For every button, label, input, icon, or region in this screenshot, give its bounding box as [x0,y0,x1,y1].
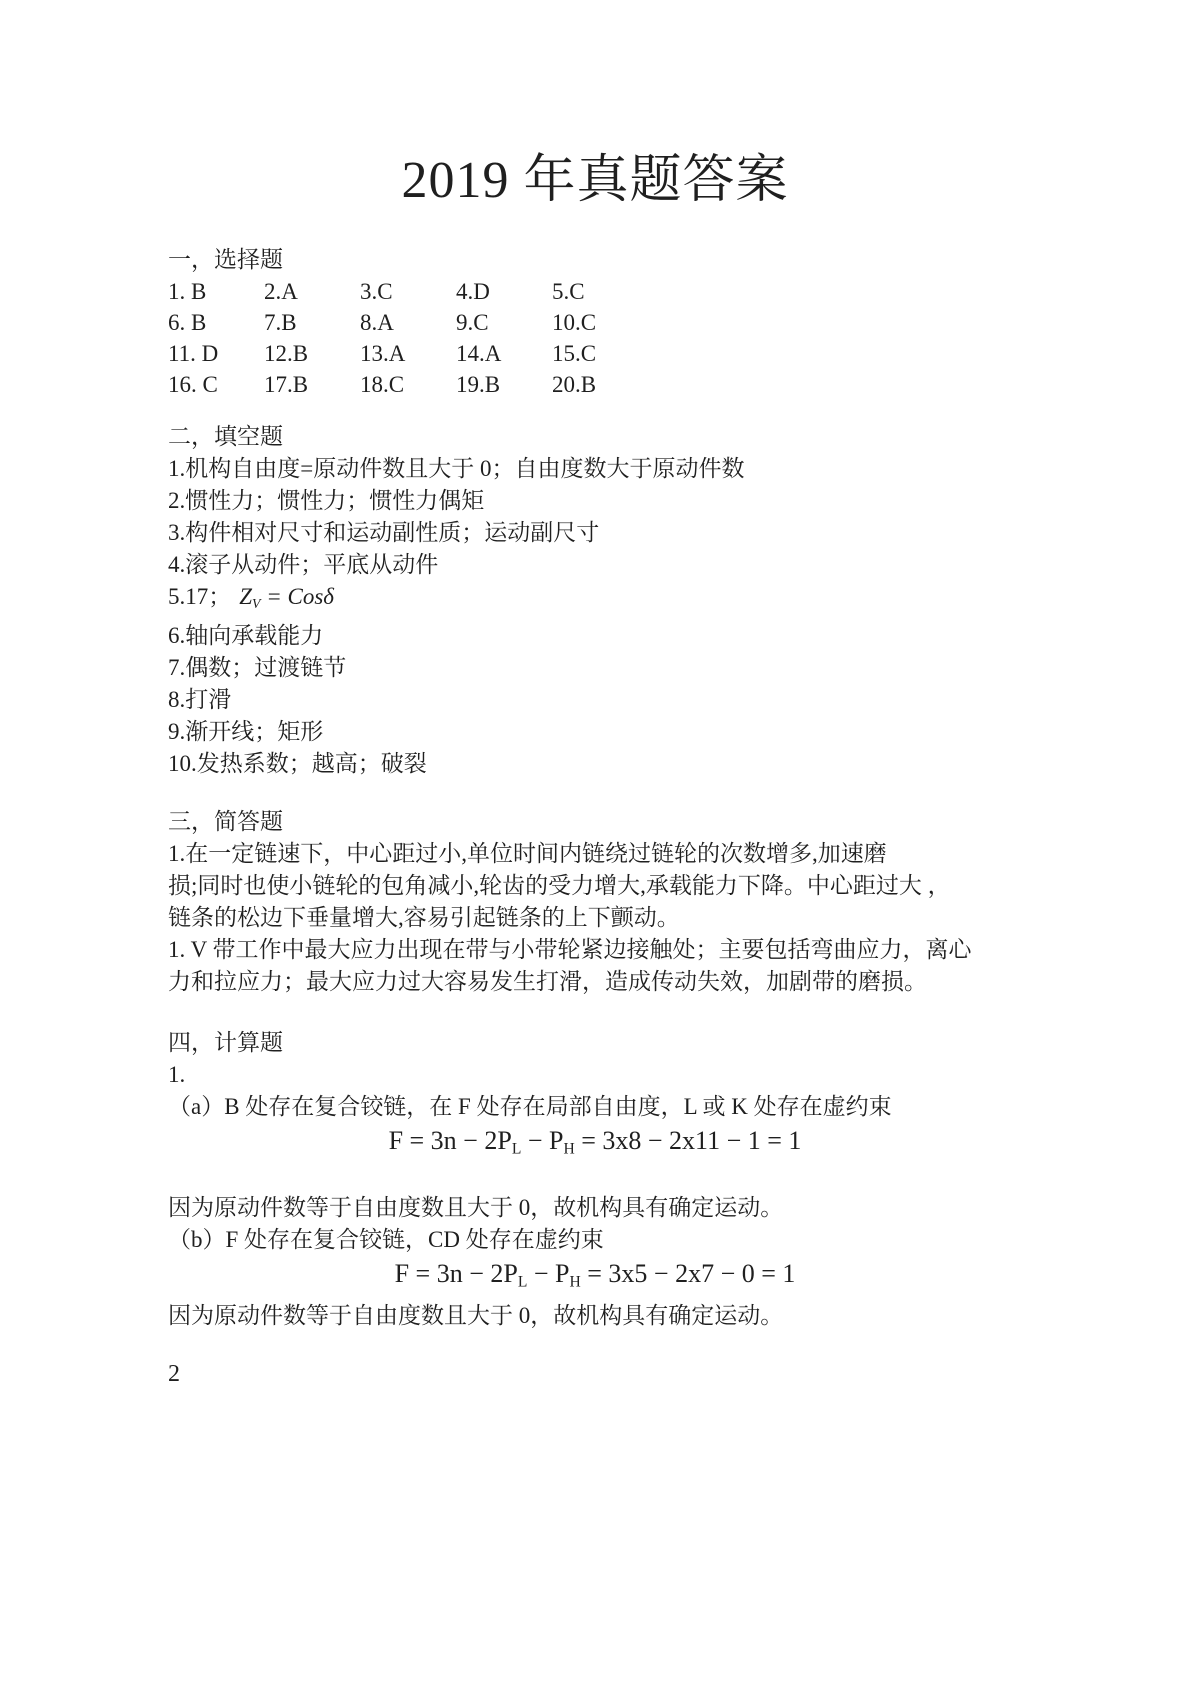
equation-a-subscript: L [511,1140,522,1158]
fill-item-7: 7.偶数；过渡链节 [168,654,347,680]
equation-a-subscript: H [563,1140,575,1158]
answer-item: 5.C [552,279,585,304]
answer-item: 4.D [456,279,490,304]
answer-row-1 [168,276,1022,307]
answer-item: 10.C [552,310,597,335]
equation-b-subscript: L [517,1273,528,1291]
page-content [0,244,1190,1390]
fill-item-5 [168,581,1022,620]
answer-item: 16. C [168,372,218,397]
equation-b-segment: F = 3n − 2P [394,1259,518,1289]
math-subscript: V [252,595,261,611]
short-answer-line: 链条的松边下垂量增大,容易引起链条的上下颤动。 [168,904,680,930]
fill-item-3: 3.构件相对尺寸和运动副性质；运动副尺寸 [168,520,600,545]
calc-item-number: 1. [168,1061,186,1087]
calc-part-b: （b）F 处存在复合铰链，CD 处存在虚约束 [168,1227,604,1253]
page-number: 2 [168,1360,180,1387]
short-answer-line: 1. V 带工作中最大应力出现在带与小带轮紧边接触处；主要包括弯曲应力，离心 [168,936,972,962]
equation-a [168,1123,1022,1166]
math-formula [231,584,334,609]
answer-item: 15.C [552,341,597,366]
section-fill [168,421,1022,780]
math-expression: = Cosδ [266,584,334,609]
answer-row-4 [168,369,1022,400]
answer-item: 12.B [264,341,309,366]
fill-item-9: 9.渐开线；矩形 [168,718,324,744]
fill-item-2: 2.惯性力；惯性力；惯性力偶矩 [168,488,485,513]
equation-a-segment: − P [521,1125,564,1155]
section-choice-heading: 一，选择题 [168,247,283,272]
answer-item: 18.C [360,372,405,397]
equation-b [168,1256,1022,1299]
answer-item: 1. B [168,279,207,304]
fill-item-6: 6.轴向承载能力 [168,622,324,648]
fill-item-4: 4.滚子从动件；平底从动件 [168,552,439,577]
fill-item-5-prefix: 5.17； [168,584,232,609]
fill-item-8: 8.打滑 [168,686,232,712]
section-calculation [168,1027,1022,1332]
answer-item: 9.C [456,310,489,335]
answer-row-2 [168,307,1022,338]
short-answer-line: 1.在一定链速下，中心距过小,单位时间内链绕过链轮的次数增多,加速磨 [168,840,887,866]
section-fill-heading: 二，填空题 [168,424,283,449]
answer-row-3 [168,338,1022,369]
answer-item: 14.A [456,341,502,366]
section-choice [168,244,1022,400]
answer-item: 13.A [360,341,406,366]
fill-item-1: 1.机构自由度=原动件数且大于 0；自由度数大于原动件数 [168,456,745,481]
answer-item: 20.B [552,372,597,397]
equation-a-segment: F = 3n − 2P [388,1125,512,1155]
equation-b-subscript: H [569,1273,581,1291]
short-answer-line: 力和拉应力；最大应力过大容易发生打滑，造成传动失效，加剧带的磨损。 [168,968,927,994]
answer-item: 17.B [264,372,309,397]
answer-item: 19.B [456,372,501,397]
equation-b-segment: = 3x5 − 2x7 − 0 = 1 [580,1259,796,1289]
answer-item: 7.B [264,310,297,335]
calc-conclusion-b: 因为原动件数等于自由度数且大于 0，故机构具有确定运动。 [168,1302,784,1328]
equation-a-segment: = 3x8 − 2x11 − 1 = 1 [574,1125,802,1155]
answer-item: 8.A [360,310,394,335]
answer-item: 3.C [360,279,393,304]
section-short-heading: 三，简答题 [168,808,283,834]
equation-b-segment: − P [527,1259,570,1289]
calc-part-a: （a）B 处存在复合铰链，在 F 处存在局部自由度，L 或 K 处存在虚约束 [168,1093,892,1119]
section-short-answer [168,806,1022,998]
short-answer-line: 损;同时也使小链轮的包角减小,轮齿的受力增大,承载能力下降。中心距过大 ， [168,872,951,898]
section-calc-heading: 四，计算题 [168,1029,283,1055]
fill-item-10: 10.发热系数；越高；破裂 [168,750,427,776]
answer-item: 11. D [168,341,219,366]
answer-item: 6. B [168,310,207,335]
answer-item: 2.A [264,279,298,304]
calc-conclusion-a: 因为原动件数等于自由度数且大于 0，故机构具有确定运动。 [168,1195,784,1221]
math-variable: Z [239,584,253,609]
page-title: 2019 年真题答案 [401,152,789,209]
